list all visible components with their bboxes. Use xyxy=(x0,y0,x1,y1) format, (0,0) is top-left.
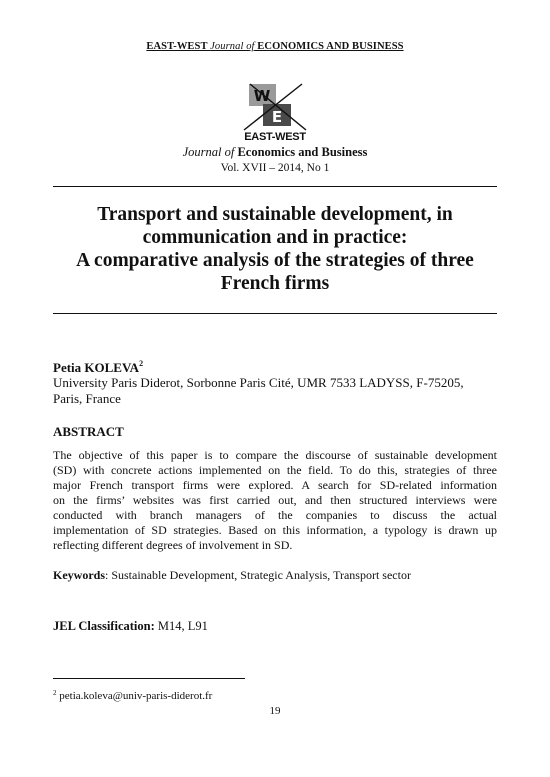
author-email: petia.koleva@univ-paris-diderot.fr xyxy=(56,690,213,702)
abstract-line: reflecting different degrees of involvement in SD. xyxy=(53,538,293,552)
abstract-heading: ABSTRACT xyxy=(53,424,124,439)
author-affiliation xyxy=(53,375,503,407)
logo-letter-e: E xyxy=(271,108,283,126)
author-name-text: Petia KOLEVA xyxy=(53,360,140,375)
header-economics-business: ECONOMICS AND BUSINESS xyxy=(254,41,404,52)
header-east-west: EAST-WEST xyxy=(146,41,211,52)
jel-label: JEL Classification: xyxy=(53,619,155,633)
footnote xyxy=(53,689,212,702)
jel-value: M14, L91 xyxy=(154,619,208,633)
keywords-value: : Sustainable Development, Strategic Analysis, Transport sector xyxy=(105,568,411,582)
footnote-marker: 2 xyxy=(139,359,144,368)
title-bottom-rule xyxy=(53,313,497,314)
title-line: communication and in practice: xyxy=(142,227,408,248)
keywords xyxy=(53,568,503,583)
abstract-line: The objective of this paper is to compare the discourse of sustainable development xyxy=(53,448,497,462)
abstract-line: implementation of SD strategies. Based on this information, a typology is drawn up xyxy=(53,523,497,537)
affiliation-line: Paris, France xyxy=(53,391,121,406)
title-top-rule xyxy=(53,186,497,187)
title-line: French firms xyxy=(220,273,330,294)
journal-name xyxy=(0,145,550,160)
paper-title xyxy=(40,203,510,295)
page-number: 19 xyxy=(269,705,281,717)
title-line: A comparative analysis of the strategies of three xyxy=(76,250,474,271)
logo-letter-w: W xyxy=(253,87,271,105)
header-journal-of: Journal of xyxy=(210,41,255,52)
running-header xyxy=(0,41,550,52)
abstract-line: major French transport firms were explored. A search for SD-related information xyxy=(53,478,497,492)
abstract-line: on the firms’ websites was first carried out, and then structured interviews were xyxy=(53,493,497,507)
jel-classification xyxy=(53,619,208,634)
journal-title: Economics and Business xyxy=(237,145,368,159)
journal-prefix: Journal of xyxy=(182,145,238,159)
affiliation-line: University Paris Diderot, Sorbonne Paris Cité, UMR 7533 LADYSS, F-75205, xyxy=(53,375,464,390)
keywords-label: Keywords xyxy=(53,568,105,582)
abstract-line: conducted with branch managers of the companies to discuss the actual xyxy=(53,508,497,522)
abstract-line: (SD) with concrete actions implemented on the field. To do this, strategies of three xyxy=(53,463,497,477)
footnote-number: 2 xyxy=(53,689,57,697)
title-line: Transport and sustainable development, in xyxy=(97,204,453,225)
author-name xyxy=(53,359,143,376)
logo-caption: EAST-WEST xyxy=(244,131,306,143)
abstract-body xyxy=(53,448,497,553)
volume-info: Vol. XVII – 2014, No 1 xyxy=(220,162,330,174)
footnote-rule xyxy=(53,678,245,679)
